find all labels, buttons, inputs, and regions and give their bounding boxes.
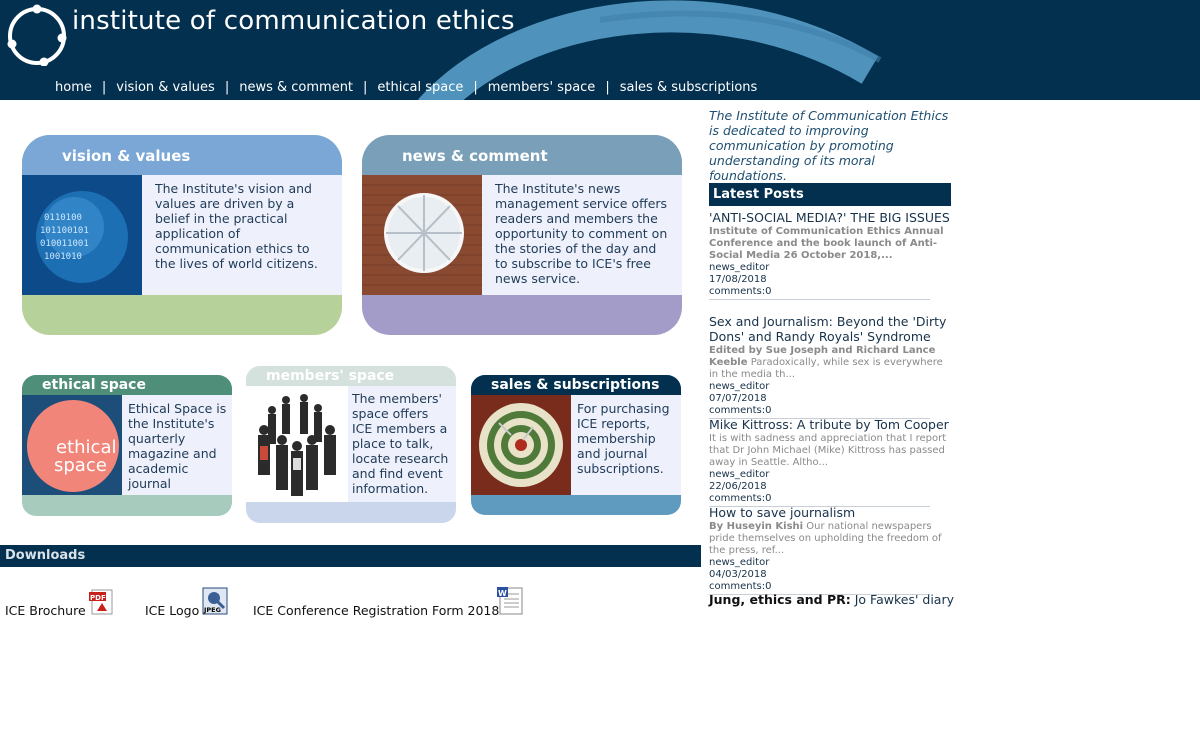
post-date: 22/06/2018 xyxy=(709,481,767,492)
nav-vision-values[interactable]: vision & values xyxy=(116,80,215,95)
ethical-space-card-title[interactable]: ethical space xyxy=(22,375,232,395)
jung-link-text[interactable]: Jo Fawkes' diary xyxy=(854,592,954,607)
vision-values-card-text: The Institute's vision and values are driven by a belief in the practical application of communication ethics to the lives of world citizens. xyxy=(155,181,318,271)
binary-globe-image xyxy=(22,175,142,295)
post-divider xyxy=(709,299,930,300)
download-ice-brochure[interactable] xyxy=(5,603,86,618)
download-conference-form[interactable] xyxy=(253,603,499,618)
post-excerpt: Edited by Sue Joseph and Richard Lance Keeble Paradoxically, while sex is everywhere in the media th... xyxy=(709,345,943,380)
nav-home[interactable]: home xyxy=(55,80,92,95)
members-space-card[interactable] xyxy=(246,366,456,523)
institute-tagline: The Institute of Communication Ethics is dedicated to improving communication by promoting understanding of its moral foundations. xyxy=(709,108,949,183)
sales-subscriptions-card-body xyxy=(471,395,681,495)
download-ice-logo[interactable] xyxy=(145,603,199,618)
post-excerpt: It is with sadness and appreciation that I report that Dr John Michael (Mike) Kittross has passed away in Seattle. Altho... xyxy=(709,433,947,468)
nav-separator: | xyxy=(473,80,478,95)
post-date: 17/08/2018 xyxy=(709,274,767,285)
post-comments[interactable]: comments:0 xyxy=(709,405,772,416)
vision-values-card[interactable] xyxy=(22,135,342,335)
nav-separator: | xyxy=(363,80,368,95)
svg-text:101100101: 101100101 xyxy=(40,226,89,236)
nav-separator: | xyxy=(605,80,610,95)
post-title[interactable]: How to save journalism xyxy=(709,505,856,520)
post-comments[interactable]: comments:0 xyxy=(709,493,772,504)
latest-posts-heading: Latest Posts xyxy=(709,183,951,206)
ethical-space-logo-word-2: space xyxy=(54,455,107,476)
sales-subscriptions-card[interactable] xyxy=(471,375,681,515)
post-title[interactable]: Sex and Journalism: Beyond the 'Dirty Dons' and Randy Royals' Syndrome xyxy=(709,314,947,344)
members-space-card-body xyxy=(246,386,456,502)
members-space-card-title[interactable]: members' space xyxy=(246,366,456,386)
downloads-heading: Downloads xyxy=(0,545,701,567)
post-comments[interactable]: comments:0 xyxy=(709,286,772,297)
post-comments[interactable]: comments:0 xyxy=(709,581,772,592)
news-comment-card-body xyxy=(362,175,682,295)
nav-separator: | xyxy=(101,80,107,95)
business-people-image xyxy=(246,386,348,502)
nav-separator: | xyxy=(224,80,230,95)
post-item xyxy=(709,314,954,419)
round-window-image xyxy=(362,175,482,295)
main-nav xyxy=(55,80,757,95)
post-author: news_editor xyxy=(709,262,770,273)
pdf-badge: PDF xyxy=(90,594,106,602)
svg-text:0110100: 0110100 xyxy=(44,213,82,223)
dartboard-image xyxy=(471,395,571,495)
post-title[interactable]: Mike Kittross: A tribute by Tom Cooper xyxy=(709,417,949,432)
post-excerpt: By Huseyin Kishi Our national newspapers pride themselves on upholding the freedom of the press, ref... xyxy=(709,521,942,556)
word-badge: W xyxy=(498,589,507,598)
svg-text:010011001: 010011001 xyxy=(40,239,89,249)
post-author: news_editor xyxy=(709,557,770,568)
members-space-card-text: The members' space offers ICE members a place to talk, locate research and find event information. xyxy=(352,391,449,496)
post-excerpt: Institute of Communication Ethics Annual Conference and the book launch of Anti-Social Media 26 October 2018,... xyxy=(709,226,944,261)
post-title[interactable]: 'ANTI-SOCIAL MEDIA?' THE BIG ISSUES xyxy=(709,210,950,225)
ethical-space-card-text: Ethical Space is the Institute's quarterly magazine and academic journal xyxy=(128,401,227,491)
jpeg-icon[interactable] xyxy=(202,587,229,615)
nav-ethical-space[interactable]: ethical space xyxy=(377,80,464,95)
site-header xyxy=(0,0,1200,100)
nav-sales-subscriptions[interactable]: sales & subscriptions xyxy=(619,80,758,95)
vision-values-card-body xyxy=(22,175,342,295)
ethical-space-logo-word-1: ethical xyxy=(56,437,117,458)
svg-text:1001010: 1001010 xyxy=(44,252,82,262)
post-item xyxy=(709,505,954,595)
download-ice-logo-label[interactable]: ICE Logo xyxy=(145,603,200,618)
news-comment-card-text: The Institute's news management service offers readers and members the opportunity to comment on the stories of the day and to subscribe to ICE's free news service. xyxy=(495,181,668,286)
ethical-space-card-body xyxy=(22,395,232,495)
site-title: institute of communication ethics xyxy=(72,6,515,36)
ethical-space-logo-image xyxy=(22,395,122,495)
word-document-icon[interactable] xyxy=(496,586,524,616)
news-comment-card[interactable] xyxy=(362,135,682,335)
post-date: 07/07/2018 xyxy=(709,393,767,404)
post-date: 04/03/2018 xyxy=(709,569,767,580)
nav-news-comment[interactable]: news & comment xyxy=(239,80,354,95)
post-author: news_editor xyxy=(709,469,770,480)
download-conference-form-label[interactable]: ICE Conference Registration Form 2018 xyxy=(253,603,500,618)
sales-subscriptions-card-text: For purchasing ICE reports, membership and journal subscriptions. xyxy=(577,401,670,476)
news-comment-card-title[interactable]: news & comment xyxy=(362,135,682,175)
pdf-icon[interactable] xyxy=(89,589,115,615)
jung-heading: Jung, ethics and PR: xyxy=(709,592,851,607)
post-item xyxy=(709,417,954,507)
vision-values-card-title[interactable]: vision & values xyxy=(22,135,342,175)
sales-subscriptions-card-title[interactable]: sales & subscriptions xyxy=(471,375,681,395)
ice-logo-icon[interactable] xyxy=(4,4,68,70)
ethical-space-card[interactable] xyxy=(22,375,232,516)
post-item xyxy=(709,210,954,300)
post-author: news_editor xyxy=(709,381,770,392)
jung-ethics-pr-link[interactable] xyxy=(709,592,954,607)
download-ice-brochure-label[interactable]: ICE Brochure xyxy=(5,603,86,618)
jpeg-badge: JPEG xyxy=(204,606,221,614)
nav-members-space[interactable]: members' space xyxy=(487,80,596,95)
